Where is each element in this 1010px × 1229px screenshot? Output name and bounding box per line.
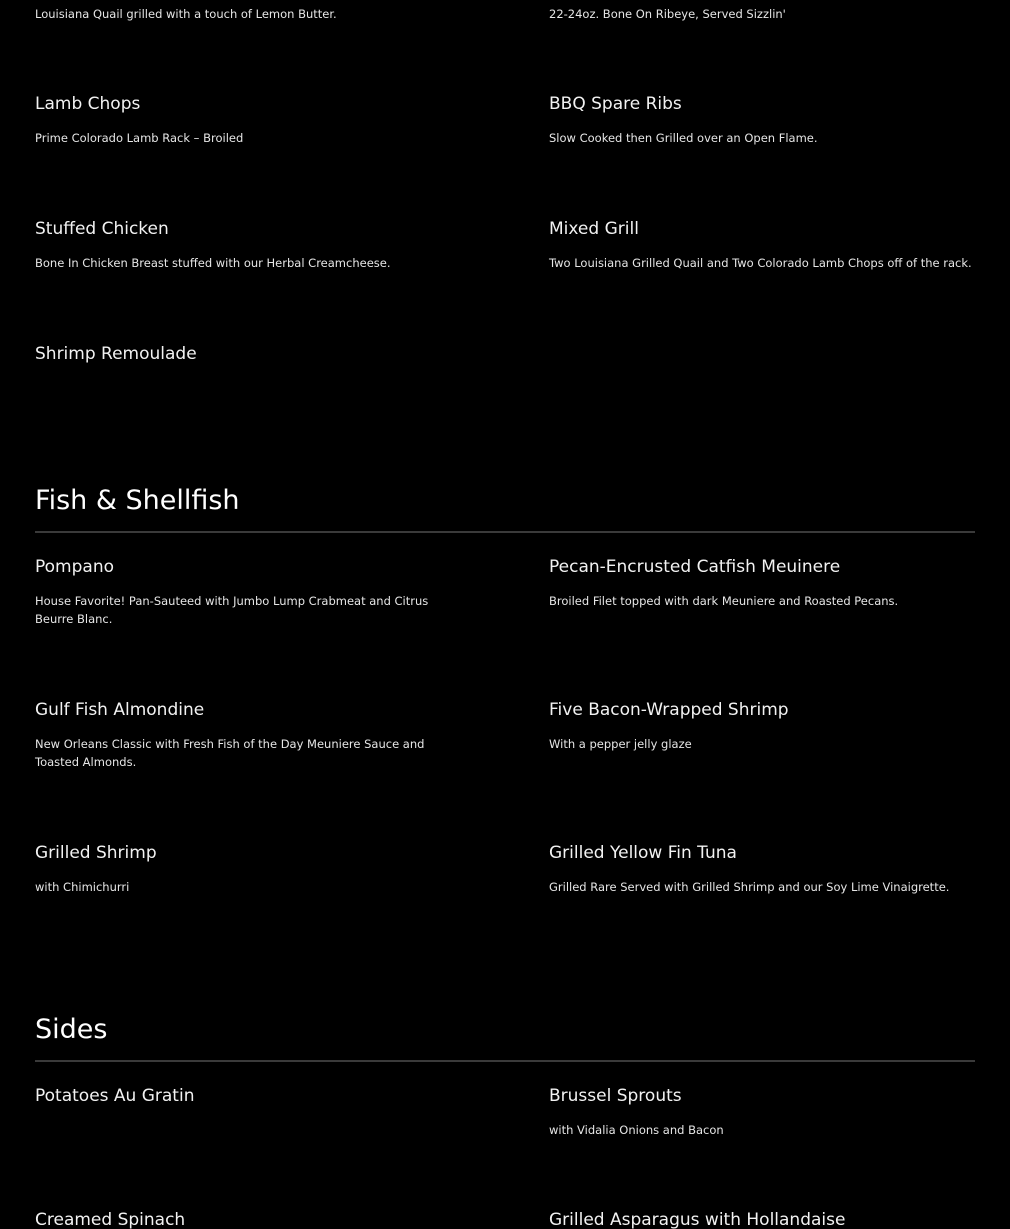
menu-item [35,557,465,628]
section-divider [35,531,975,533]
item-title: Potatoes Au Gratin [35,1086,195,1106]
menu-item [549,1210,979,1229]
item-title: Pompano [35,557,114,577]
section-fish-shellfish [35,484,975,518]
item-description: Bone In Chicken Breast stuffed with our Herbal Creamcheese. [35,256,391,270]
item-description: Two Louisiana Grilled Quail and Two Colorado Lamb Chops off of the rack. [549,256,972,270]
menu-item [549,1086,979,1139]
item-title: Stuffed Chicken [35,219,169,239]
item-description: Prime Colorado Lamb Rack – Broiled [35,131,244,145]
item-description: with Chimichurri [35,880,130,894]
section-title: Sides [35,1014,108,1045]
item-title: Mixed Grill [549,219,639,239]
item-title: Shrimp Remoulade [35,344,197,364]
menu-item-quail [35,5,465,23]
item-title: Pecan-Encrusted Catfish Meuinere [549,557,841,577]
item-title: Lamb Chops [35,94,141,114]
item-title: BBQ Spare Ribs [549,94,682,114]
menu-item [35,219,465,272]
menu-item [549,94,979,147]
menu-item [549,843,979,896]
menu-item [549,219,979,272]
menu-item [35,1086,465,1106]
menu-item [549,557,979,610]
item-description: Broiled Filet topped with dark Meuniere and Roasted Pecans. [549,594,899,608]
section-title: Fish & Shellfish [35,485,240,516]
item-title: Grilled Shrimp [35,843,157,863]
item-description: Slow Cooked then Grilled over an Open Flame. [549,131,818,145]
item-description: 22-24oz. Bone On Ribeye, Served Sizzlin' [549,7,786,21]
menu-item [35,344,465,364]
item-description: with Vidalia Onions and Bacon [549,1123,724,1137]
item-title: Grilled Asparagus with Hollandaise [549,1210,846,1229]
menu-item [35,94,465,147]
item-description: New Orleans Classic with Fresh Fish of the Day Meuniere Sauce and Toasted Almonds. [35,737,425,769]
item-title: Five Bacon-Wrapped Shrimp [549,700,789,720]
section-sides [35,1013,975,1047]
section-divider [35,1060,975,1062]
menu-item [35,843,465,896]
menu-item [35,1210,465,1229]
item-title: Grilled Yellow Fin Tuna [549,843,737,863]
item-description: House Favorite! Pan-Sauteed with Jumbo Lump Crabmeat and Citrus Beurre Blanc. [35,594,429,626]
item-description: Grilled Rare Served with Grilled Shrimp and our Soy Lime Vinaigrette. [549,880,950,894]
menu-item [549,700,979,753]
item-title: Brussel Sprouts [549,1086,682,1106]
item-description: With a pepper jelly glaze [549,737,692,751]
item-title: Gulf Fish Almondine [35,700,205,720]
item-description: Louisiana Quail grilled with a touch of Lemon Butter. [35,7,337,21]
menu-item [35,700,465,771]
item-title: Creamed Spinach [35,1210,186,1229]
menu-item-ribeye [549,5,979,23]
